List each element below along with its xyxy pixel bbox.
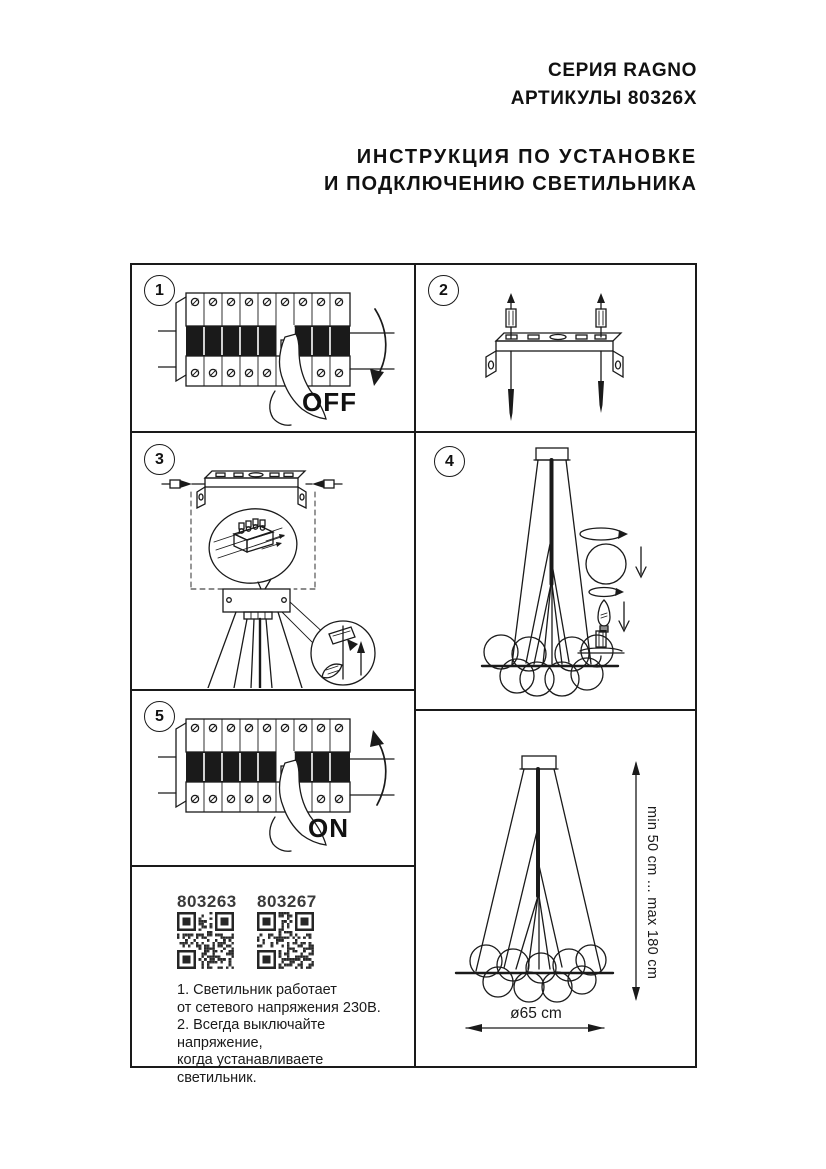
on-label: ON: [308, 813, 349, 843]
instruction-title-line1: ИНСТРУКЦИЯ ПО УСТАНОВКЕ: [356, 146, 697, 168]
height-dimension-arrow: [632, 761, 640, 1001]
step-number: 4: [445, 452, 454, 470]
circuit-breaker-on-illustration: [158, 707, 398, 862]
glass-globe-icon: [586, 544, 626, 584]
rotate-globe-icon: [580, 528, 628, 540]
screw-anchor-right-icon: [596, 293, 606, 413]
grid-divider-left-row3: [130, 865, 416, 867]
note-line: 2. Всегда выключайте напряжение,: [177, 1017, 326, 1051]
mounting-bracket-illustration: [416, 265, 695, 431]
terminal-block-zoom-bubble: [204, 503, 301, 589]
step-number: 1: [155, 281, 164, 299]
product-codes-section: [132, 868, 413, 1086]
qr-code-803263: [177, 912, 234, 969]
wiring-connection-illustration: [132, 434, 413, 688]
step-number: 5: [155, 707, 164, 725]
cable-lock-zoom-bubble: [311, 621, 375, 685]
off-label: OFF: [302, 387, 357, 417]
screw-anchor-left-icon: [506, 293, 516, 421]
installation-notes: [177, 982, 402, 1087]
product-code-label: 803267: [257, 892, 317, 911]
step-number: 2: [439, 281, 448, 299]
insert-bulb-arrow-icon: [619, 602, 629, 631]
step-5-panel: [132, 691, 413, 865]
circuit-breaker-off-illustration: [158, 281, 398, 436]
note-line: 1. Светильник работает: [177, 982, 337, 998]
insert-globe-arrow-icon: [636, 547, 646, 577]
step-3-panel: [132, 434, 413, 688]
height-range-label: min 50 cm ... max 180 cm: [644, 806, 660, 980]
dimensions-panel: [416, 711, 695, 1066]
arrow-down-curve-icon: [375, 309, 386, 377]
note-line: от сетевого напряжения 230В.: [177, 999, 381, 1016]
articles-title: АРТИКУЛЫ 80326X: [510, 88, 697, 109]
step-number: 3: [155, 450, 164, 468]
note-line: когда устанавливаете светильник.: [177, 1052, 324, 1086]
series-title: СЕРИЯ RAGNO: [548, 60, 697, 81]
product-code-label: 803263: [177, 892, 237, 911]
rotate-bulb-icon: [589, 588, 624, 597]
instruction-title-line2: И ПОДКЛЮЧЕНИЮ СВЕТИЛЬНИКА: [323, 173, 697, 195]
candle-bulb-icon: [598, 600, 610, 632]
step-4-panel: [416, 434, 695, 708]
qr-code-803267: [257, 912, 314, 969]
step-1-panel: [132, 265, 413, 431]
chandelier-assembly-illustration: [416, 434, 695, 708]
diameter-label: ø65 cm: [510, 1005, 562, 1022]
step-2-panel: [416, 265, 695, 431]
diameter-dimension-arrow: [466, 1024, 604, 1032]
